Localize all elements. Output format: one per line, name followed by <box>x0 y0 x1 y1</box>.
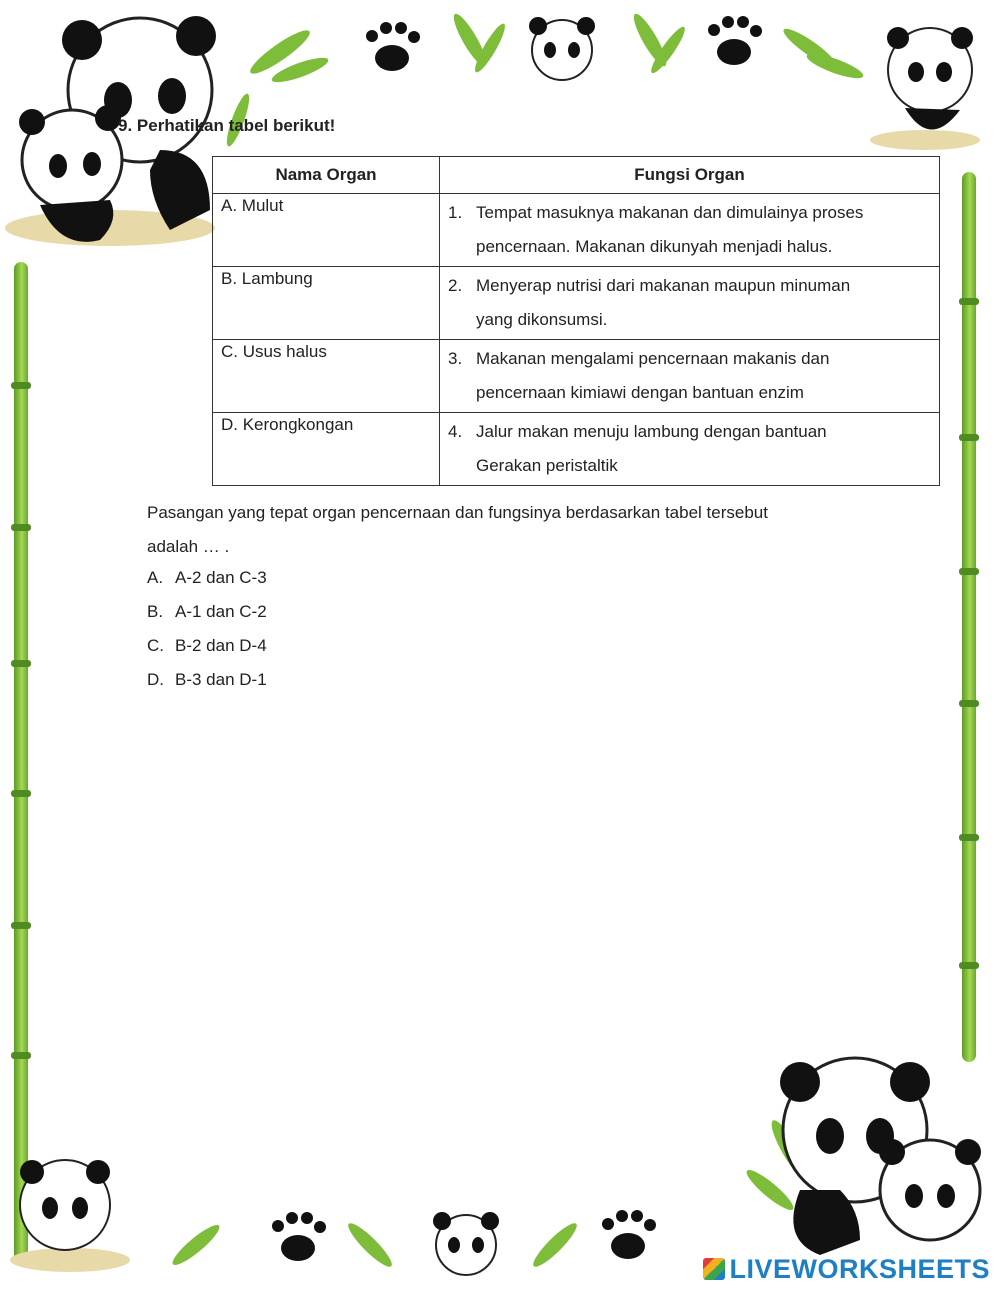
organ-function <box>440 194 940 267</box>
paw-print-icon <box>272 1212 326 1261</box>
function-text-line1: Tempat masuknya makanan dan dimulainya proses <box>476 203 864 222</box>
function-number: 3. <box>448 349 463 368</box>
panda-face-icon <box>433 1212 499 1275</box>
panda-icon <box>20 1160 110 1250</box>
function-text-line2: pencernaan kimiawi dengan bantuan enzim <box>476 383 804 402</box>
option-letter: C. <box>147 636 164 655</box>
answer-option-d[interactable] <box>147 670 267 690</box>
bamboo-node <box>959 700 979 707</box>
panda-icon <box>879 1139 981 1240</box>
table-row <box>213 340 940 413</box>
table-row <box>213 267 940 340</box>
table-row <box>213 194 940 267</box>
function-text-line1: Jalur makan menuju lambung dengan bantuan <box>476 422 827 441</box>
option-text: B-2 dan D-4 <box>175 636 267 655</box>
column-header-function: Fungsi Organ <box>440 157 940 194</box>
question-number: 9. <box>118 116 133 135</box>
organ-name: B. Lambung <box>213 267 440 340</box>
stem-line2: adalah … . <box>147 537 230 556</box>
table-row <box>213 413 940 486</box>
organ-name: D. Kerongkongan <box>213 413 440 486</box>
option-text: B-3 dan D-1 <box>175 670 267 689</box>
bamboo-node <box>11 660 31 667</box>
bamboo-node <box>11 922 31 929</box>
function-text-line1: Menyerap nutrisi dari makanan maupun minuman <box>476 276 851 295</box>
function-number: 1. <box>448 203 463 222</box>
option-letter: A. <box>147 568 164 587</box>
bamboo-node <box>959 434 979 441</box>
panda-icon <box>887 27 973 130</box>
paw-print-icon <box>366 22 420 71</box>
bamboo-node <box>959 568 979 575</box>
option-text: A-1 dan C-2 <box>175 602 267 621</box>
function-text-line1: Makanan mengalami pencernaan makanis dan <box>476 349 830 368</box>
bamboo-node <box>11 790 31 797</box>
watermark-text: LIVEWORKSHEETS <box>729 1254 990 1284</box>
function-text-line2: Gerakan peristaltik <box>476 456 618 475</box>
function-text-line2: yang dikonsumsi. <box>476 310 608 329</box>
function-text-line2: pencernaan. Makanan dikunyah menjadi halus. <box>476 237 833 256</box>
function-number: 4. <box>448 422 463 441</box>
bamboo-pole-right <box>962 172 976 1062</box>
panda-face-icon <box>529 17 595 80</box>
bamboo-node <box>959 962 979 969</box>
paw-print-icon <box>602 1210 656 1259</box>
organ-function <box>440 340 940 413</box>
bamboo-node <box>11 382 31 389</box>
liveworksheets-watermark <box>703 1254 990 1285</box>
question-heading <box>118 116 335 136</box>
liveworksheets-logo-icon <box>703 1258 725 1280</box>
option-text: A-2 dan C-3 <box>175 568 267 587</box>
table-header-row <box>213 157 940 194</box>
column-header-organ: Nama Organ <box>213 157 440 194</box>
organ-name: A. Mulut <box>213 194 440 267</box>
paw-print-icon <box>708 16 762 65</box>
organ-name: C. Usus halus <box>213 340 440 413</box>
organ-function <box>440 413 940 486</box>
option-letter: B. <box>147 602 164 621</box>
bamboo-node <box>959 298 979 305</box>
answer-option-c[interactable] <box>147 636 267 656</box>
option-letter: D. <box>147 670 164 689</box>
answer-option-b[interactable] <box>147 602 267 622</box>
bamboo-node <box>11 524 31 531</box>
answer-option-a[interactable] <box>147 568 267 588</box>
stem-line1: Pasangan yang tepat organ pencernaan dan fungsinya berdasarkan tabel tersebut <box>147 503 768 522</box>
bamboo-node <box>959 834 979 841</box>
function-number: 2. <box>448 276 463 295</box>
organ-table <box>212 156 940 486</box>
organ-function <box>440 267 940 340</box>
question-title: Perhatikan tabel berikut! <box>136 116 336 135</box>
question-stem <box>147 496 907 564</box>
